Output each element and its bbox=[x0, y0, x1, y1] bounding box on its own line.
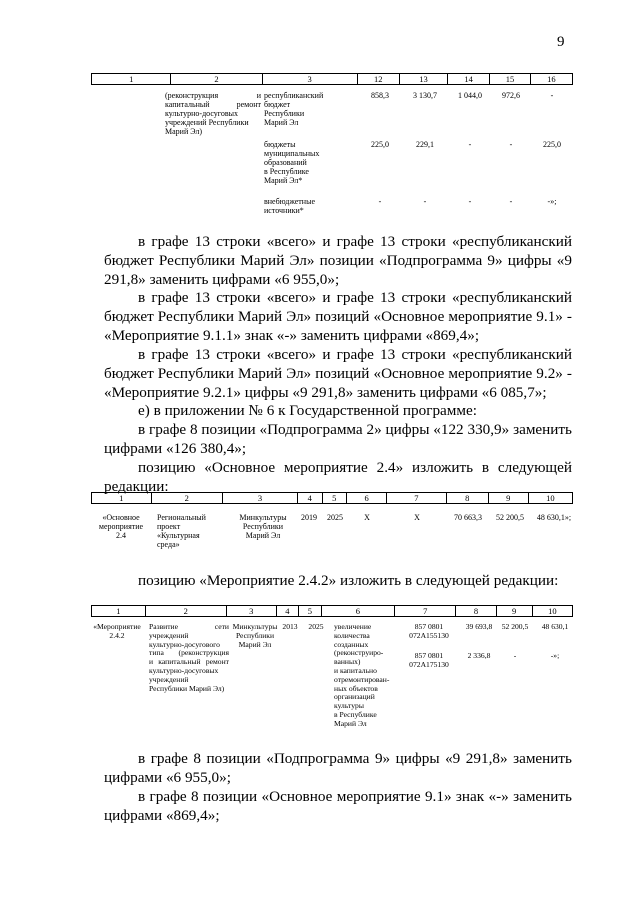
para-6: позицию «Основное мероприятие 2.4» изложить в следующей редакции: bbox=[104, 459, 572, 495]
t1-h1: 1 bbox=[92, 74, 171, 85]
para-2: в графе 13 строки «всего» и графе 13 строки «республиканский бюджет Республики Марий Эл» позиций «Основное мероприятие 9.1» - «Мероприятие 9.1.1» знак «-» заменить цифрами «869,4»; bbox=[104, 289, 572, 344]
para-1: в графе 13 строки «всего» и графе 13 строки «республиканский бюджет Республики Марий Эл» позиции «Подпрограмма 9» цифры «9 291,8» заменить цифрами «6 955,0»; bbox=[104, 233, 572, 288]
t1-h2: 2 bbox=[171, 74, 262, 85]
t1-h15: 15 bbox=[490, 74, 530, 85]
table-2-header: 1 2 3 4 5 6 7 8 9 10 bbox=[91, 492, 573, 504]
t1-h14: 14 bbox=[448, 74, 490, 85]
para-5: в графе 8 позиции «Подпрограмма 2» цифры «122 330,9» заменить цифрами «126 380,4»; bbox=[104, 421, 572, 457]
t3-row: «Мероприятие 2.4.2 Развитие сети учреждений культурно-досугового типа (реконструкция и капитальный ремонт культурно-досуговых учреждений Республики Марий Эл) Минкультуры Республики Марий Эл 2013 2025 увеличение количества созданных (реконструиро- ванных) и капитально отремонтирован- ных объектов организаций культуры в Республике Марий Эл 857 0801 072А155130 857 0801 072А175130 39 693,8 52 200,5 48 630,1 2 336,8 - -»; bbox=[93, 622, 569, 728]
para-7: в графе 8 позиции «Подпрограмма 9» цифры «9 291,8» заменить цифрами «6 955,0»; bbox=[104, 750, 572, 786]
t1-h3: 3 bbox=[262, 74, 357, 85]
page-number: 9 bbox=[557, 34, 565, 50]
t1-h12: 12 bbox=[357, 74, 399, 85]
para-8: в графе 8 позиции «Основное мероприятие 9.1» знак «-» заменить цифрами «869,4»; bbox=[104, 788, 572, 824]
para-4: е) в приложении № 6 к Государственной программе: bbox=[138, 402, 477, 419]
t1-description: (реконструкция и капитальный ремонт культурно-досуговых учреждений Республики Марий Эл) bbox=[165, 91, 261, 136]
table-3-header: 1 2 3 4 5 6 7 8 9 10 bbox=[91, 605, 573, 617]
t2-row: «Основное мероприятие 2.4 Региональный проект «Культурная среда» Минкультуры Республики Марий Эл 2019 2025 Х Х 70 663,3 52 200,5 48 630,1»; bbox=[98, 513, 572, 549]
t1-h13: 13 bbox=[399, 74, 447, 85]
para-3: в графе 13 строки «всего» и графе 13 строки «республиканский бюджет Республики Марий Эл» позиций «Основное мероприятие 9.2» - «Мероприятие 9.2.1» цифры «9 291,8» заменить цифрами «6 085,7»; bbox=[104, 346, 572, 401]
t1-h16: 16 bbox=[530, 74, 572, 85]
para-mid: позицию «Мероприятие 2.4.2» изложить в следующей редакции: bbox=[138, 572, 559, 589]
table-1-header bbox=[91, 73, 573, 85]
